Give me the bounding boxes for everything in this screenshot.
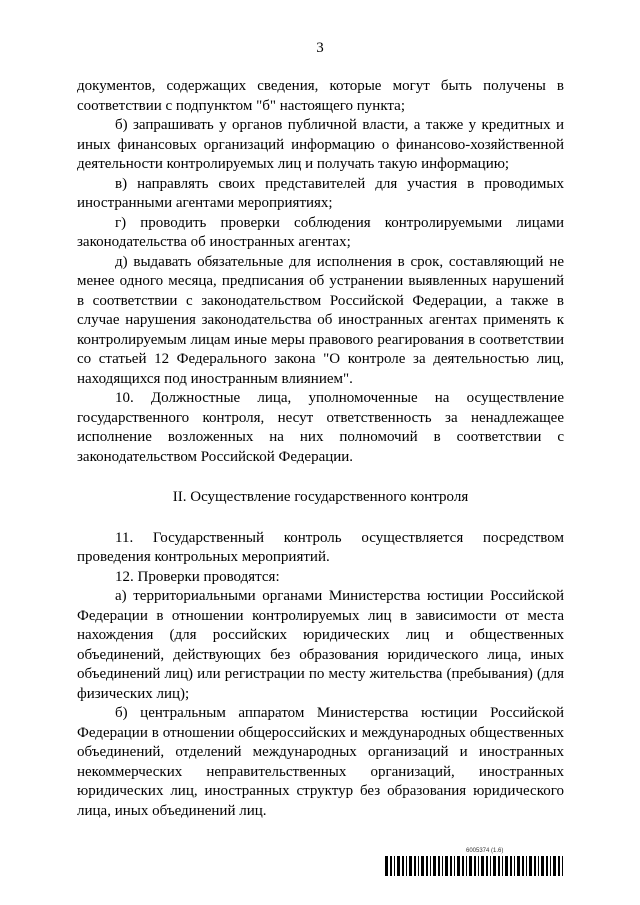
paragraph-continuation: документов, содержащих сведения, которые могут быть получены в соответствии с подпунктом "б" настоящего пункта; bbox=[77, 78, 564, 114]
paragraph-subitem-b2: б) центральным аппаратом Министерства юстиции Российской Федерации в отношении общероссийских и международных общественных объединений, отделений международных организаций и иностранных некоммерческих неправительственных организаций, иностранных юридических лиц, иностранных структур без образования юридического лица, иных объединений лиц. bbox=[77, 705, 564, 819]
document-code: 6005374 (1.6) bbox=[466, 848, 504, 854]
paragraph-subitem-a: а) территориальными органами Министерства юстиции Российской Федерации в отношении контролируемых лиц в зависимости от места нахождения (для российских юридических лиц и общественных объединений, действующих без образования юридического лица, иных объединений лиц) или регистрации по месту жительства (пребывания) (для физических лиц); bbox=[77, 588, 564, 702]
section-heading: II. Осуществление государственного контроля bbox=[172, 489, 469, 505]
paragraph-item-10: 10. Должностные лица, уполномоченные на осуществление государственного контроля, несут ответственность за ненадлежащее исполнение возложенных на них полномочий в соответствии с законодательством Российской Федерации. bbox=[77, 390, 564, 465]
page-number: 3 bbox=[316, 40, 324, 56]
paragraph-item-11: 11. Государственный контроль осуществляется посредством проведения контрольных мероприятий. bbox=[77, 529, 564, 565]
document-body bbox=[77, 77, 564, 821]
paragraph-item-12: 12. Проверки проводятся: bbox=[115, 568, 280, 585]
barcode-icon bbox=[385, 856, 566, 876]
paragraph-subitem-b: б) запрашивать у органов публичной власти, а также у кредитных и иных финансовых организаций информацию о финансово-хозяйственной деятельности контролируемых лиц и получать такую информацию; bbox=[77, 117, 564, 172]
paragraph-subitem-v: в) направлять своих представителей для участия в проводимых иностранными агентами мероприятиях; bbox=[77, 175, 564, 211]
paragraph-subitem-g: г) проводить проверки соблюдения контролируемыми лицами законодательства об иностранных агентах; bbox=[77, 214, 564, 250]
paragraph-subitem-d: д) выдавать обязательные для исполнения в срок, составляющий не менее одного месяца, предписания об устранении выявленных нарушений в соответствии с законодательством Российской Федерации, а также в случае нарушения законодательства об иностранных агентах применять к контролируемым лицам иные меры правового реагирования в соответствии со статьей 12 Федерального закона "О контроле за деятельностью лиц, находящихся под иностранным влиянием". bbox=[77, 253, 564, 387]
